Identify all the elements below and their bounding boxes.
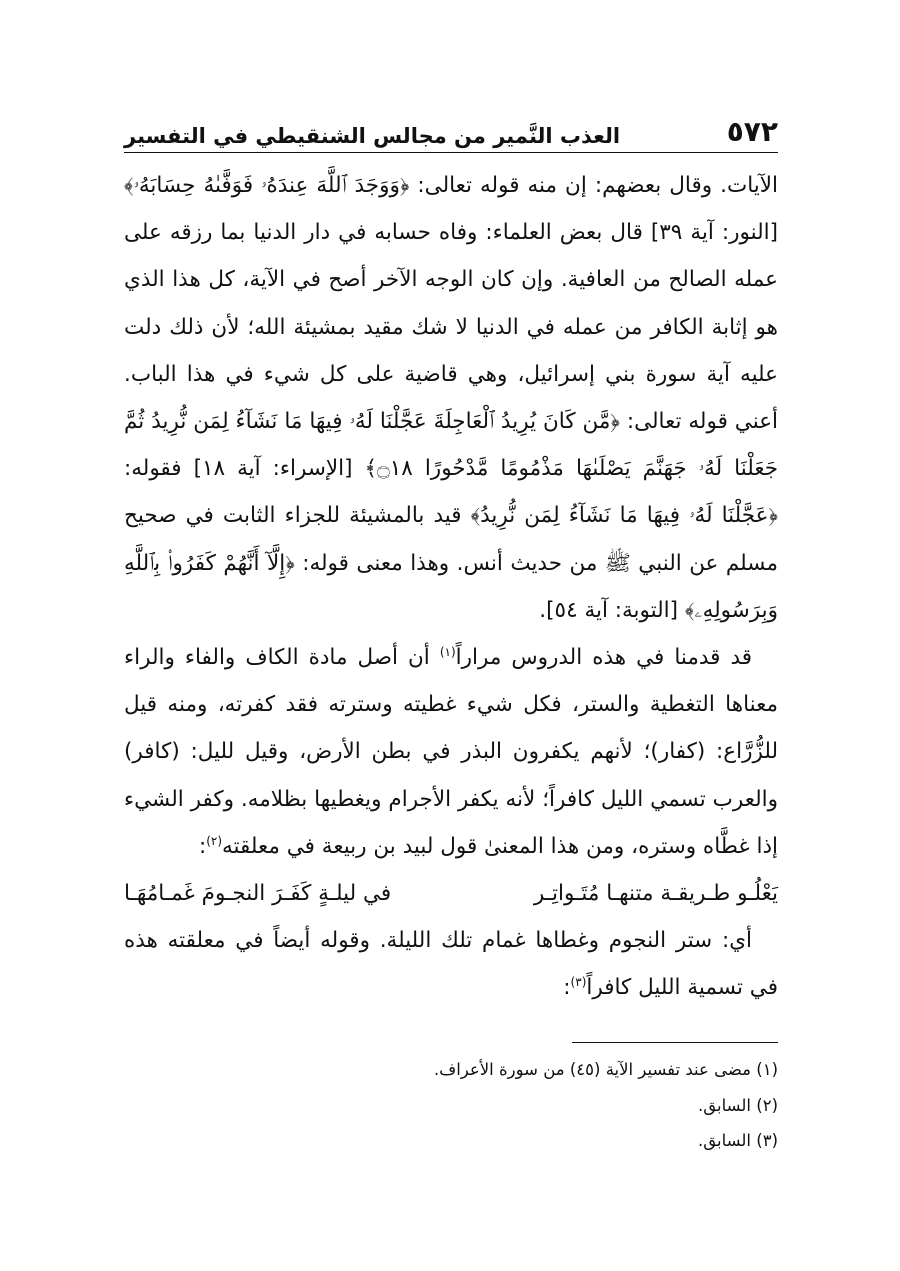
footnote-ref-1[interactable]: (١) — [439, 644, 456, 659]
running-title: العذب النَّمير من مجالس الشنقيطي في التفسير — [124, 124, 621, 148]
paragraph-2-end: : — [198, 833, 207, 859]
main-text — [124, 162, 778, 1012]
paragraph-3-text: أي: ستر النجوم وغطاها غمام تلك الليلة. وقوله أيضاً في معلقته هذه في تسمية الليل كافراً — [124, 928, 778, 1001]
footnote-3: (٣) السابق. — [698, 1131, 778, 1150]
paragraph-1: الآيات. وقال بعضهم: إن منه قوله تعالى: ﴿وَوَجَدَ ٱللَّهَ عِندَهُۥ فَوَفَّىٰهُ حِسَابَهُۥ﴾ [النور: آية ٣٩] قال بعض العلماء: وفاه حسابه في دار الدنيا بما رزقه على عمله الصالح من العافية. وإن كان الوجه الآخر أصح في الآية، كل هذا الذي هو إثابة الكافر من عمله في الدنيا لا شك مقيد بمشيئة الله؛ لأن ذلك دلت عليه آية سورة بني إسرائيل، وهي قاضية على كل شيء في هذا الباب. أعني قوله تعالى: ﴿مَّن كَانَ يُرِيدُ ٱلْعَاجِلَةَ عَجَّلْنَا لَهُۥ فِيهَا مَا نَشَآءُ لِمَن نُّرِيدُ ثُمَّ جَعَلْنَا لَهُۥ جَهَنَّمَ يَصْلَىٰهَا مَذْمُومًا مَّدْحُورًا ۝١٨﴾ [الإسراء: آية ١٨] فقوله: ﴿عَجَّلْنَا لَهُۥ فِيهَا مَا نَشَآءُ لِمَن نُّرِيدُ﴾ قيد بالمشيئة للجزاء الثابت في صحيح مسلم عن النبي ﷺ من حديث أنس. وهذا معنى قوله: ﴿إِلَّآ أَنَّهُمْ كَفَرُوا۟ بِٱللَّهِ وَبِرَسُولِهِۦ﴾ [التوبة: آية ٥٤]. — [124, 173, 778, 623]
page-header — [124, 108, 778, 148]
footnotes — [124, 1052, 778, 1159]
poetry-verse — [124, 870, 778, 917]
footnote-divider — [572, 1042, 778, 1043]
footnote-ref-3[interactable]: (٣) — [570, 975, 587, 990]
footnote-ref-2[interactable]: (٢) — [206, 833, 223, 848]
header-divider — [124, 152, 778, 153]
paragraph-3-end: : — [563, 975, 571, 1001]
verse-second-hemistich: في ليلـةٍ كَفَـرَ النجـومَ غَمـامُهَـا — [124, 881, 392, 907]
paragraph-2 — [124, 634, 778, 870]
paragraph-2-text-a: قد قدمنا في هذه الدروس مراراً — [455, 645, 753, 671]
footnote-2: (٢) السابق. — [698, 1095, 778, 1115]
page-number: ٥٧٢ — [726, 115, 778, 148]
verse-first-hemistich: يَعْلُـو طـريقـة متنهـا مُتَـواتِـر — [533, 881, 778, 907]
paragraph-3 — [124, 917, 778, 1011]
footnote-1: (١) مضى عند تفسير الآية (٤٥) من سورة الأعراف. — [433, 1060, 778, 1079]
paragraph-2-text-b: أن أصل مادة الكاف والفاء والراء معناها التغطية والستر، فكل شيء غطيته وسترته فقد كفرته، ومنه قيل للزُّرَّاع: (كفار)؛ لأنهم يكفرون البذر في بطن الأرض، وقيل لليل: (كافر) والعرب تسمي الليل كافراً؛ لأنه يكفر الأجرام ويغطيها بظلامه. وكفر الشيء إذا غطَّاه وستره، ومن هذا المعنىٰ قول لبيد بن ربيعة في معلقته — [124, 645, 778, 859]
